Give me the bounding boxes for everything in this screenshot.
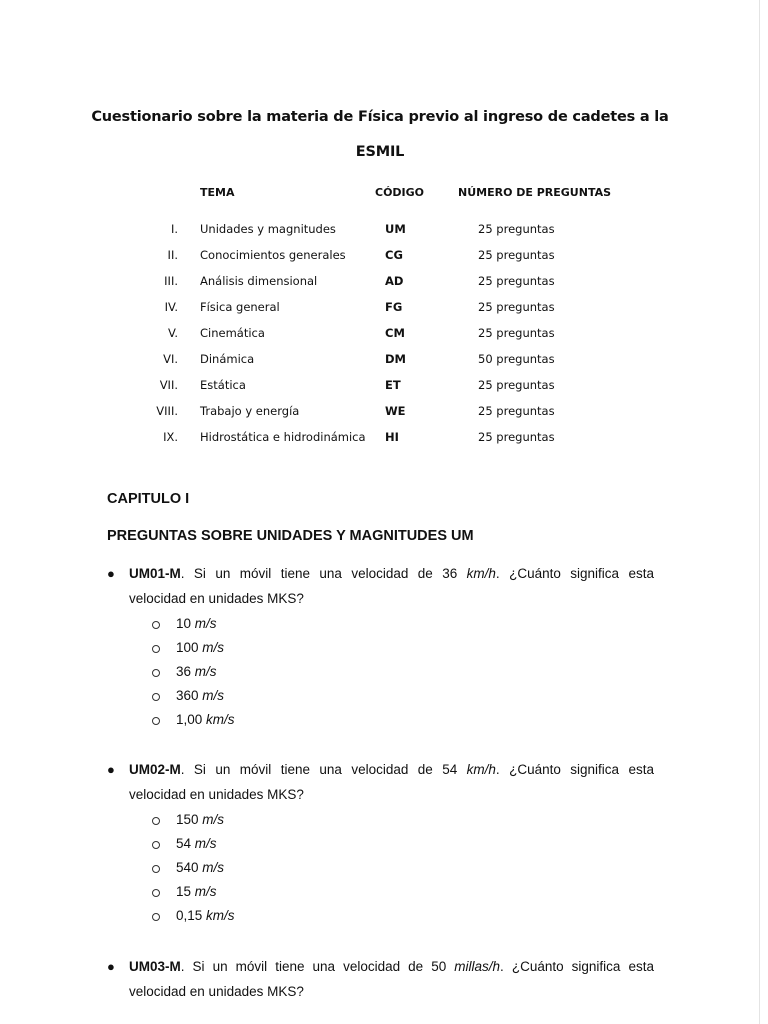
topic-question-count: 25 preguntas <box>478 378 555 392</box>
document-title-line1: Cuestionario sobre la materia de Física previo al ingreso de cadetes a la <box>91 109 669 125</box>
hollow-circle-bullet-icon <box>152 841 160 849</box>
hollow-circle-bullet-icon <box>152 693 160 701</box>
topic-code: DM <box>385 352 406 366</box>
topic-number: VII. <box>159 378 178 392</box>
bullet-icon: ● <box>107 566 115 581</box>
option-unit: m/s <box>194 664 217 679</box>
option-unit: m/s <box>202 688 225 703</box>
hollow-circle-bullet-icon <box>152 717 160 725</box>
option-value: 0,15 <box>176 908 203 923</box>
option-value: 100 <box>176 640 199 655</box>
topic-name: Cinemática <box>200 326 265 340</box>
bullet-icon: ● <box>107 762 115 777</box>
topic-code: FG <box>385 300 403 314</box>
hollow-circle-bullet-icon <box>152 817 160 825</box>
hollow-circle-bullet-icon <box>152 889 160 897</box>
question-text: . Si un móvil tiene una velocidad de 50 <box>180 959 455 974</box>
question-id: UM02-M <box>129 762 181 777</box>
topic-number: II. <box>167 248 178 262</box>
option-value: 1,00 <box>176 712 203 727</box>
topic-number: III. <box>164 274 178 288</box>
topic-code: UM <box>385 222 406 236</box>
option-value: 540 <box>176 860 199 875</box>
question-text-end: . ¿Cuánto significa esta <box>500 959 654 974</box>
topics-row <box>0 404 760 424</box>
topic-name: Dinámica <box>200 352 255 366</box>
question-text-end: . ¿Cuánto significa esta <box>495 566 654 581</box>
topics-row <box>0 300 760 320</box>
question-text: . Si un móvil tiene una velocidad de 54 <box>180 762 467 777</box>
option-unit: m/s <box>194 884 217 899</box>
topic-number: VIII. <box>156 404 178 418</box>
topic-number: IV. <box>164 300 178 314</box>
question-stem <box>129 762 654 777</box>
topics-row <box>0 326 760 346</box>
topic-code: CM <box>385 326 405 340</box>
bullet-icon: ● <box>107 959 115 974</box>
topic-code: HI <box>385 430 399 444</box>
hollow-circle-bullet-icon <box>152 669 160 677</box>
topic-number: I. <box>170 222 178 236</box>
option-value: 36 <box>176 664 192 679</box>
topic-number: IX. <box>163 430 178 444</box>
question-stem-line2: velocidad en unidades MKS? <box>129 591 304 606</box>
option-unit: km/s <box>206 712 235 727</box>
option-unit: m/s <box>202 860 225 875</box>
topic-name: Estática <box>200 378 246 392</box>
question-stem-line2: velocidad en unidades MKS? <box>129 984 304 999</box>
topic-question-count: 25 preguntas <box>478 222 555 236</box>
option-unit: m/s <box>194 616 217 631</box>
topic-name: Análisis dimensional <box>200 274 318 288</box>
topics-header-numero: NÚMERO DE PREGUNTAS <box>458 186 612 199</box>
option-value: 360 <box>176 688 199 703</box>
question-stem <box>129 566 654 581</box>
option-unit: m/s <box>202 812 225 827</box>
chapter-heading: PREGUNTAS SOBRE UNIDADES Y MAGNITUDES UM <box>107 528 474 544</box>
topics-row <box>0 248 760 268</box>
topic-question-count: 50 preguntas <box>478 352 555 366</box>
hollow-circle-bullet-icon <box>152 645 160 653</box>
topic-name: Trabajo y energía <box>200 404 300 418</box>
question-unit: km/h <box>466 566 496 581</box>
topic-name: Unidades y magnitudes <box>200 222 336 236</box>
question-unit: km/h <box>466 762 496 777</box>
question-id: UM01-M <box>129 566 181 581</box>
topic-code: CG <box>385 248 403 262</box>
option-value: 15 <box>176 884 192 899</box>
topics-row <box>0 222 760 242</box>
question-id: UM03-M <box>129 959 181 974</box>
hollow-circle-bullet-icon <box>152 621 160 629</box>
topic-code: ET <box>385 378 401 392</box>
hollow-circle-bullet-icon <box>152 865 160 873</box>
topic-name: Física general <box>200 300 280 314</box>
question-stem-line2: velocidad en unidades MKS? <box>129 787 304 802</box>
option-unit: km/s <box>206 908 235 923</box>
topic-name: Hidrostática e hidrodinámica <box>200 430 366 444</box>
topics-row <box>0 352 760 372</box>
option-value: 150 <box>176 812 199 827</box>
question-stem <box>129 959 654 974</box>
topic-question-count: 25 preguntas <box>478 326 555 340</box>
topic-question-count: 25 preguntas <box>478 404 555 418</box>
chapter-label: CAPITULO I <box>107 491 190 507</box>
question-text: . Si un móvil tiene una velocidad de 36 <box>180 566 467 581</box>
option-unit: m/s <box>202 640 225 655</box>
option-unit: m/s <box>194 836 217 851</box>
topic-code: WE <box>385 404 406 418</box>
topic-question-count: 25 preguntas <box>478 248 555 262</box>
topics-row <box>0 378 760 398</box>
topics-row <box>0 430 760 450</box>
document-title-line2: ESMIL <box>355 144 405 160</box>
question-unit: millas/h <box>454 959 501 974</box>
question-text-end: . ¿Cuánto significa esta <box>495 762 654 777</box>
topic-question-count: 25 preguntas <box>478 300 555 314</box>
topics-header-tema: TEMA <box>200 186 235 199</box>
topic-question-count: 25 preguntas <box>478 274 555 288</box>
topic-question-count: 25 preguntas <box>478 430 555 444</box>
option-value: 10 <box>176 616 192 631</box>
option-value: 54 <box>176 836 192 851</box>
topics-row <box>0 274 760 294</box>
topics-header-codigo: CÓDIGO <box>375 186 425 199</box>
topic-number: V. <box>167 326 178 340</box>
topic-name: Conocimientos generales <box>200 248 346 262</box>
topic-number: VI. <box>163 352 178 366</box>
hollow-circle-bullet-icon <box>152 913 160 921</box>
topic-code: AD <box>385 274 404 288</box>
